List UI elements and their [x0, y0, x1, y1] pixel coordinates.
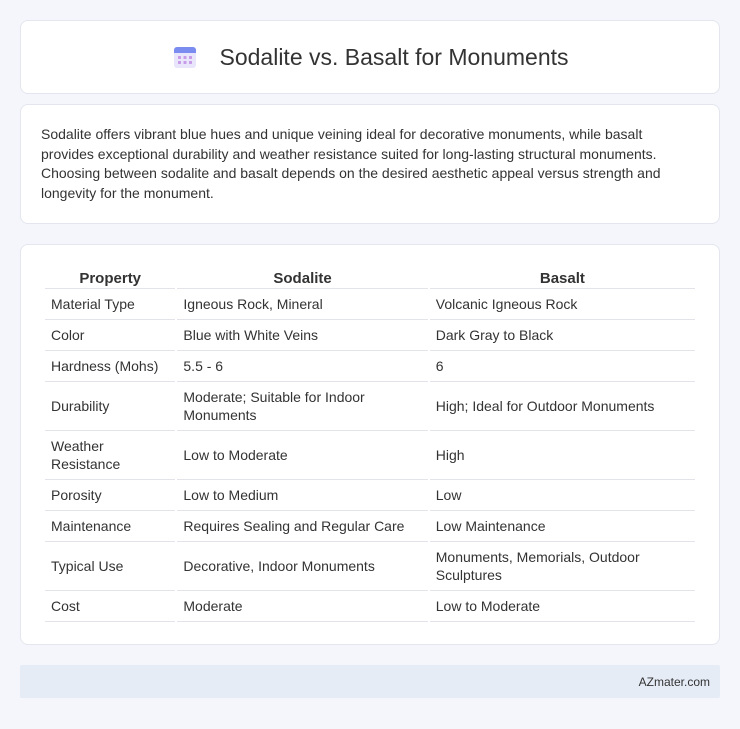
table-cell: Moderate	[177, 591, 427, 622]
table-cell: Porosity	[45, 480, 175, 511]
table-cell: Low to Moderate	[177, 431, 427, 480]
table-cell: Maintenance	[45, 511, 175, 542]
table-cell: 6	[430, 351, 695, 382]
table-cell: Igneous Rock, Mineral	[177, 289, 427, 320]
table-row	[45, 591, 695, 622]
footer-brand[interactable]: AZmater.com	[638, 674, 710, 689]
table-cell: Moderate; Suitable for Indoor Monuments	[177, 382, 427, 431]
table-cell: Weather Resistance	[45, 431, 175, 480]
table-row	[45, 511, 695, 542]
table-cell: Low to Medium	[177, 480, 427, 511]
table-cell: Dark Gray to Black	[430, 320, 695, 351]
table-row	[45, 320, 695, 351]
table-cell: High; Ideal for Outdoor Monuments	[430, 382, 695, 431]
comparison-table	[43, 267, 697, 622]
comparison-table-card	[20, 244, 720, 645]
table-cell: Requires Sealing and Regular Care	[177, 511, 427, 542]
table-cell: High	[430, 431, 695, 480]
table-cell: Low Maintenance	[430, 511, 695, 542]
table-header-row	[45, 267, 695, 289]
table-row	[45, 480, 695, 511]
footer	[20, 665, 720, 698]
table-row	[45, 431, 695, 480]
table-cell: Typical Use	[45, 542, 175, 591]
table-cell: Low to Moderate	[430, 591, 695, 622]
table-row	[45, 542, 695, 591]
column-header-property: Property	[45, 267, 175, 289]
table-cell: 5.5 - 6	[177, 351, 427, 382]
table-row	[45, 382, 695, 431]
column-header-basalt: Basalt	[430, 267, 695, 289]
table-cell: Low	[430, 480, 695, 511]
table-row	[45, 351, 695, 382]
intro-card	[20, 104, 720, 224]
calendar-icon	[172, 44, 198, 70]
table-cell: Durability	[45, 382, 175, 431]
table-cell: Monuments, Memorials, Outdoor Sculptures	[430, 542, 695, 591]
table-row	[45, 289, 695, 320]
table-cell: Blue with White Veins	[177, 320, 427, 351]
column-header-sodalite: Sodalite	[177, 267, 427, 289]
table-cell: Color	[45, 320, 175, 351]
intro-text: Sodalite offers vibrant blue hues and unique veining ideal for decorative monuments, while basalt provides exceptional durability and weather resistance suited for long-lasting structural monuments. Choosing between sodalite and basalt depends on the desired aesthetic appeal versus strength and longevity for the monument.	[41, 126, 661, 201]
title-card	[20, 20, 720, 94]
table-cell: Material Type	[45, 289, 175, 320]
table-cell: Hardness (Mohs)	[45, 351, 175, 382]
page-title: Sodalite vs. Basalt for Monuments	[219, 43, 569, 70]
table-cell: Cost	[45, 591, 175, 622]
table-cell: Volcanic Igneous Rock	[430, 289, 695, 320]
table-cell: Decorative, Indoor Monuments	[177, 542, 427, 591]
